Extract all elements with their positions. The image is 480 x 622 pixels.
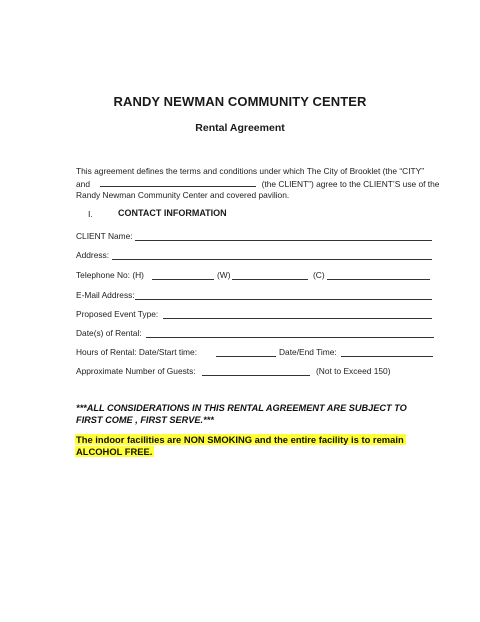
intro-line-2-end: (the CLIENT”) agree to the CLIENT’S use of the [261,179,440,189]
email-field[interactable] [135,299,432,300]
intro-line-2 [76,178,439,189]
telephone-home-label: Telephone No: (H) [76,270,144,280]
email-label: E-Mail Address: [76,290,135,300]
event-type-field[interactable] [163,318,432,319]
telephone-home-field[interactable] [152,279,214,280]
client-name-field[interactable] [135,240,432,241]
guests-label: Approximate Number of Guests: [76,366,196,376]
notice-line-1: ***ALL CONSIDERATIONS IN THIS RENTAL AGREEMENT ARE SUBJECT TO [76,403,407,413]
client-name-label: CLIENT Name: [76,231,133,241]
intro-line-2-start: and [76,179,90,189]
end-time-field[interactable] [341,356,433,357]
hours-label: Hours of Rental: Date/Start time: [76,347,198,357]
event-type-label: Proposed Event Type: [76,309,159,319]
guests-note: (Not to Exceed 150) [316,366,391,376]
guests-field[interactable] [202,375,310,376]
rental-dates-label: Date(s) of Rental: [76,328,142,338]
smoking-alcohol-notice-line-1: The indoor facilities are NON SMOKING and the entire facility is to remain [76,434,404,445]
telephone-cell-label: (C) [313,270,325,280]
notice-line-2: FIRST COME , FIRST SERVE.*** [76,415,214,425]
telephone-work-field[interactable] [232,279,308,280]
intro-line-3: Randy Newman Community Center and covered pavilion. [76,190,290,200]
section-number: I. [88,209,93,219]
telephone-work-label: (W) [217,270,231,280]
rental-dates-field[interactable] [146,337,434,338]
address-field[interactable] [112,259,432,260]
document-title: RANDY NEWMAN COMMUNITY CENTER [113,94,367,109]
intro-line-1: This agreement defines the terms and conditions under which The City of Brooklet (the “CITY” [76,166,425,176]
client-name-blank[interactable] [100,178,256,187]
address-label: Address: [76,250,110,260]
telephone-cell-field[interactable] [327,279,430,280]
smoking-alcohol-notice-line-2: ALCOHOL FREE. [76,446,153,457]
document-subtitle: Rental Agreement [195,122,285,134]
section-title: CONTACT INFORMATION [118,208,227,218]
start-time-field[interactable] [216,356,276,357]
end-time-label: Date/End Time: [279,347,337,357]
